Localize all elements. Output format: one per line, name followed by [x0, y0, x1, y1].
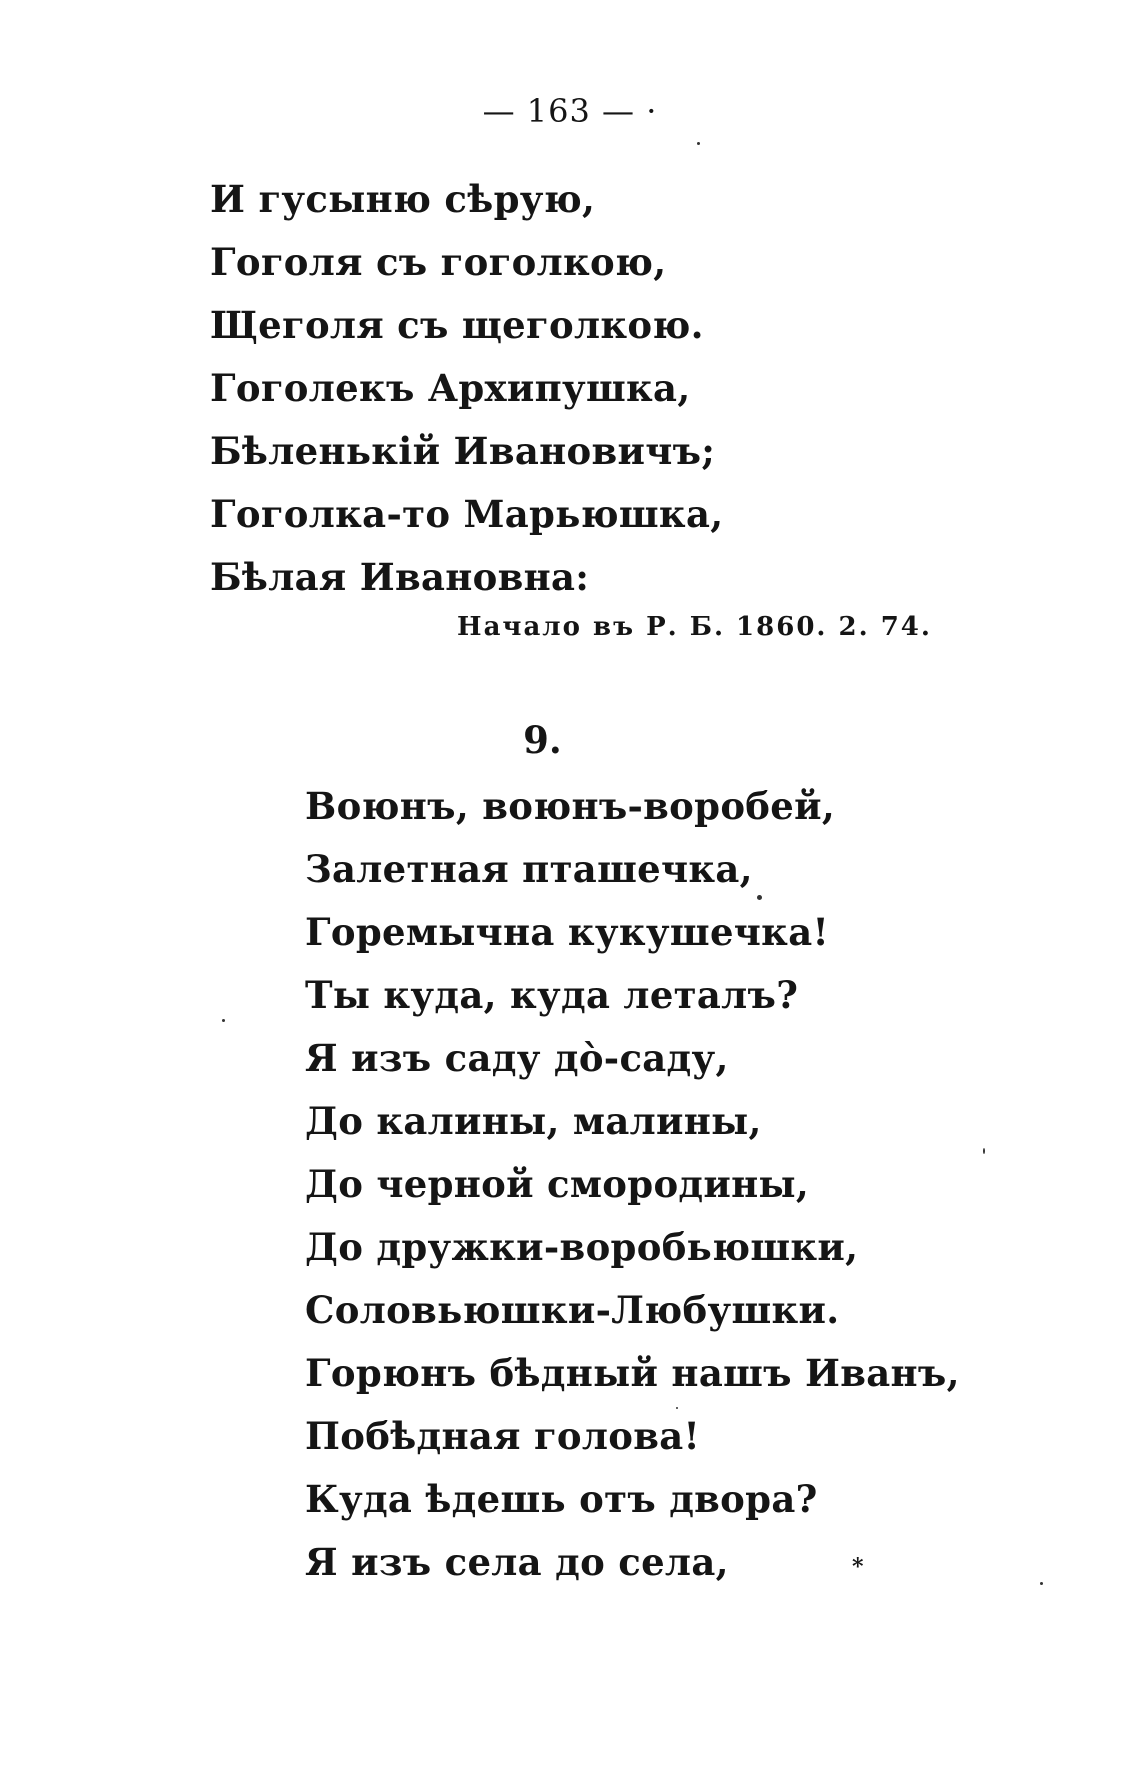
verse-line: Щеголя съ щеголкою. [210, 303, 704, 347]
source-note: Начало въ Р. Б. 1860. 2. 74. [457, 612, 932, 642]
scan-speck [697, 142, 700, 145]
verse-line: Бѣлая Ивановна: [210, 555, 590, 599]
verse-line: До калины, малины, [305, 1099, 762, 1143]
scan-speck [1040, 1582, 1043, 1585]
page-number: — 163 — · [482, 92, 658, 130]
verse-line: Я изъ села до села, [305, 1540, 729, 1584]
section-number: 9. [523, 718, 562, 762]
verse-line: Куда ѣдешь отъ двора? [305, 1477, 818, 1521]
verse-line: Залетная пташечка, [305, 847, 753, 891]
verse-line: Горюнъ бѣдный нашъ Иванъ, [305, 1351, 960, 1395]
verse-line: Бѣленькій Ивановичъ; [210, 429, 716, 473]
scan-speck [757, 895, 762, 900]
verse-line: До черной смородины, [305, 1162, 810, 1206]
verse-line: До дружки-воробьюшки, [305, 1225, 859, 1269]
stanza-1 [210, 168, 723, 609]
verse-line: И гусыню сѣрую, [210, 177, 596, 221]
verse-line: Соловьюшки-Любушки. [305, 1288, 840, 1332]
verse-line: Ты куда, куда леталъ? [305, 973, 799, 1017]
stanza-2 [305, 775, 960, 1594]
verse-line: Побѣдная голова! [305, 1414, 701, 1458]
verse-line: Гоголя съ гоголкою, [210, 240, 667, 284]
verse-line: Гоголка-то Марьюшка, [210, 492, 724, 536]
verse-line: Я изъ саду до̀-саду, [305, 1036, 729, 1080]
bottom-mark: * [852, 1554, 864, 1580]
scan-speck [983, 1148, 985, 1154]
verse-line: Горемычна кукушечка! [305, 910, 830, 954]
scan-speck [222, 1019, 225, 1022]
verse-line: Воюнъ, воюнъ-воробей, [305, 784, 836, 828]
verse-line: Гоголекъ Архипушка, [210, 366, 691, 410]
scan-speck [676, 1407, 678, 1409]
